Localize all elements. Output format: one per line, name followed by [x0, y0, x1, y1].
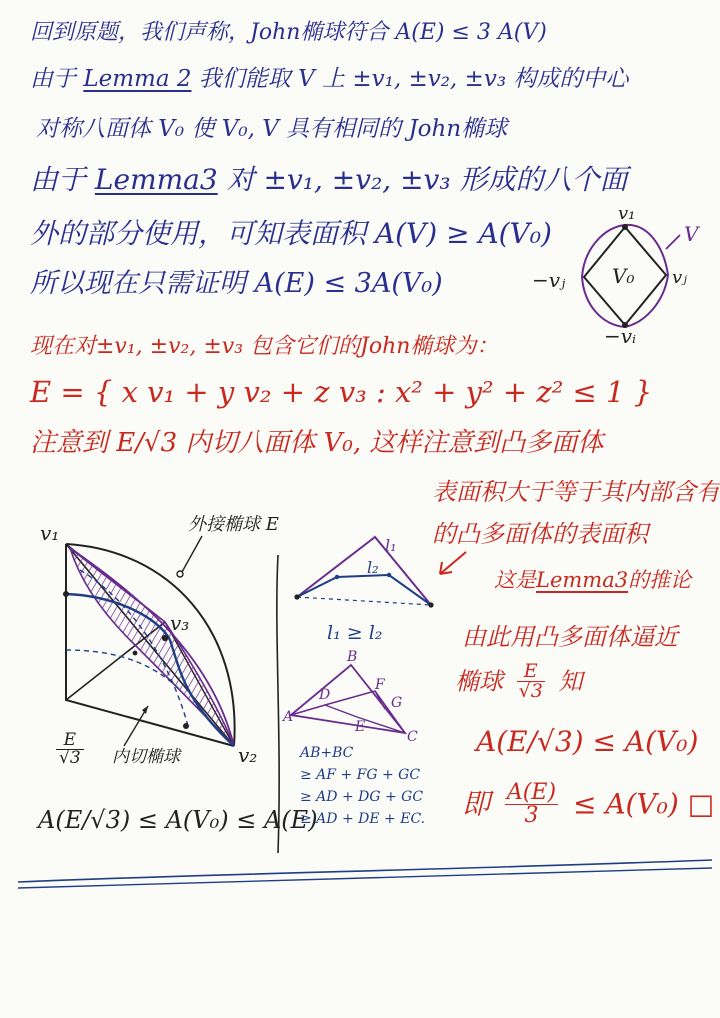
fraction-den: 3 [524, 803, 539, 828]
pointer-line [182, 536, 202, 572]
inequality-line: AB+BC [300, 745, 354, 761]
point-dot [63, 591, 69, 597]
ellipsoid-definition: E = { x v₁ + y v₂ + z v₃ : x² + y² + z² ≤ 1 } [30, 375, 653, 409]
lemma-figure [285, 515, 445, 750]
lemma3-ref: Lemma3 [94, 163, 218, 196]
label-v1: v₁ [618, 203, 636, 224]
fraction-AE-over-3 [505, 782, 558, 827]
label-outer-ellipsoid: 外接椭球 E [188, 514, 279, 535]
label-minus-vi: −vᵢ [604, 324, 637, 348]
red-note-line-14-post: 知 [558, 667, 583, 696]
label-V0: V₀ [612, 264, 635, 288]
red-note-line-14 [455, 662, 582, 701]
hatched-region [70, 548, 234, 746]
red-note-line-16-post: ≤ A(V₀) □ [572, 787, 715, 821]
fraction-den: √3 [59, 748, 81, 768]
base-dashed [297, 597, 431, 605]
label-F: F [375, 677, 385, 693]
blue-note-line-4-post: 对 ±v₁, ±v₂, ±v₃ 形成的八个面 [217, 163, 628, 196]
ellipsoid-diagram [20, 510, 282, 855]
octahedron-figure [530, 203, 710, 348]
red-note-line-13: 由此用凸多面体逼近 [462, 623, 678, 651]
blue-note-line-3: 对称八面体 V₀ 使 V₀, V 具有相同的 John椭球 [36, 116, 508, 142]
arrow-to-V [666, 235, 680, 249]
inequality-line: ≥ AD + DG + GC [300, 789, 424, 805]
label-E: E [355, 719, 366, 735]
fraction-num: A(E) [506, 780, 557, 805]
vertical-divider [270, 555, 286, 855]
fraction-num: E [517, 662, 545, 682]
red-note-line-7: 现在对±v₁, ±v₂, ±v₃ 包含它们的John椭球为： [30, 334, 499, 359]
point-dot [183, 723, 189, 729]
inequality-line: ≥ AF + FG + GC [300, 767, 421, 783]
label-vj: vⱼ [672, 267, 687, 288]
point-dot [428, 602, 433, 607]
lemma2-ref: Lemma 2 [83, 66, 192, 92]
label-B: B [347, 649, 358, 665]
red-note-line-11: 的凸多面体的表面积 [432, 520, 648, 548]
fraction-E-over-sqrt3 [517, 662, 545, 701]
fraction-num: E [56, 732, 84, 750]
red-note-line-14-pre: 椭球 [455, 667, 503, 696]
red-note-line-12-post: 的推论 [628, 568, 692, 592]
red-note-line-9: 注意到 E/√3 内切八面体 V₀, 这样注意到凸多面体 [30, 428, 604, 458]
blue-note-line-4-pre: 由于 [30, 163, 95, 196]
blue-note-line-2-post: 我们能取 V 上 ±v₁, ±v₂, ±v₃ 构成的中心 [191, 66, 629, 92]
label-C: C [407, 729, 418, 745]
blue-note-line-1: 回到原题，我们声称，John椭球符合 A(E) ≤ 3 A(V) [30, 20, 547, 45]
l1-geq-l2: l₁ ≥ l₂ [327, 622, 383, 644]
inequality-line: ≥ AD + DE + EC. [300, 811, 426, 827]
bottom-rule [0, 852, 720, 892]
label-D: D [319, 687, 331, 703]
blue-note-line-6: 所以现在只需证明 A(E) ≤ 3A(V₀) [30, 268, 443, 299]
red-note-line-10: 表面积大于等于其内部含有 [432, 478, 720, 506]
inner-path [375, 691, 385, 709]
pointer-arrowhead [142, 706, 148, 714]
red-note-line-12-pre: 这是 [494, 568, 536, 592]
label-v1: v₁ [40, 521, 60, 545]
label-G: G [391, 695, 403, 711]
l1-path [297, 537, 431, 605]
bottom-inequality: A(E/√3) ≤ A(V₀) ≤ A(E) [38, 806, 318, 834]
fraction-E-sqrt3-left [56, 732, 84, 767]
label-A: A [283, 709, 294, 725]
label-v2: v₂ [238, 743, 258, 767]
label-inner-ellipsoid: 内切椭球 [112, 747, 180, 767]
lemma3-ref-red: Lemma3 [536, 568, 629, 592]
label-l1: l₁ [385, 536, 397, 555]
label-l2: l₂ [367, 558, 379, 577]
blue-note-line-2-pre: 由于 [30, 66, 84, 92]
red-note-line-12 [494, 570, 691, 591]
red-note-line-16-pre: 即 [462, 787, 491, 821]
label-minus-vj: −vⱼ [532, 268, 566, 292]
pointer-dot [177, 571, 183, 577]
point-dot [335, 575, 339, 579]
blue-note-line-4 [30, 163, 628, 196]
label-V: V [684, 222, 699, 246]
vertex-dot [622, 224, 628, 230]
point-dot [294, 594, 299, 599]
label-v3: v₃ [170, 611, 190, 635]
inequality-chain [300, 742, 425, 830]
red-note-line-15: A(E/√3) ≤ A(V₀) [476, 725, 699, 758]
point-dot [387, 573, 391, 577]
point-dot [162, 635, 168, 641]
fraction-den: √3 [518, 680, 543, 702]
blue-note-line-2 [30, 68, 628, 91]
blue-note-line-5: 外的部分使用，可知表面积 A(V) ≥ A(V₀) [30, 217, 552, 250]
red-note-line-16 [462, 782, 714, 827]
point-dot [133, 651, 138, 656]
